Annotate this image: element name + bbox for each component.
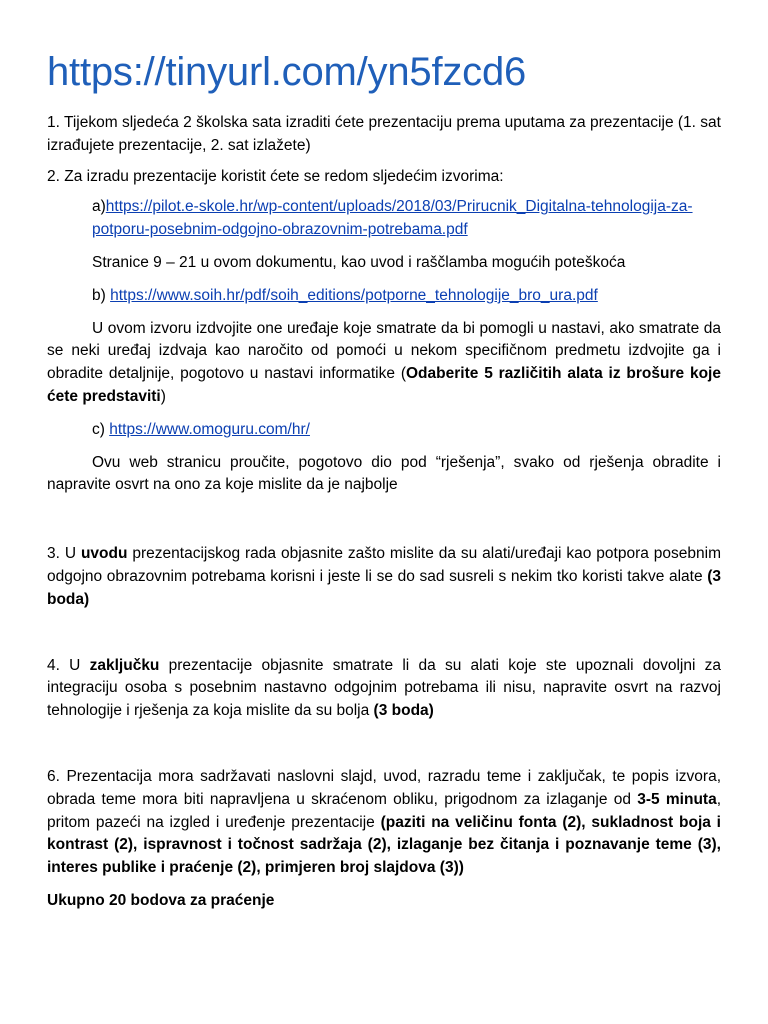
item-6-text-a: 6. Prezentacija mora sadržavati naslovni slajd, uvod, razradu teme i zaključak, te popis izvora, obrada teme mora biti napravljena u skraćenom obliku, prigodnom za izlaganje od [47, 767, 721, 808]
source-c-link[interactable]: https://www.omoguru.com/hr/ [109, 420, 310, 438]
source-a-link[interactable]: https://pilot.e-skole.hr/wp-content/uploads/2018/03/Prirucnik_Digitalna-tehnologija-za-potporu-posebnim-odgojno-obrazovnim-potrebama.pdf [92, 198, 693, 239]
item-3-points: (3 boda) [47, 567, 721, 608]
item-4-bold-zakljucku: zaključku [89, 656, 160, 674]
item-3-text-b: prezentacijskog rada objasnite zašto mislite da su alati/uređaji kao potpora posebnim odgojno obrazovnim potrebama korisni i jeste li se do sad susreli s nekim tko koristi takve alate [47, 545, 721, 585]
item-3 [47, 543, 721, 611]
total-points-text: Ukupno 20 bodova za praćenje [47, 891, 275, 909]
document-page [47, 0, 721, 913]
source-b-note-close: ) [160, 387, 166, 405]
source-c-note: Ovu web stranicu proučite, pogotovo dio pod “rješenja”, svako od rješenja obradite i napravite osvrt na ono za koje mislite da je najbolje [47, 453, 721, 494]
total-points [47, 890, 721, 913]
item-6-text-b: , pritom pazeći na izgled i uređenje prezentacije [47, 790, 722, 831]
item-1: 1. Tijekom sljedeća 2 školska sata izraditi ćete prezentaciju prema uputama za prezentacije (1. sat izrađujete prezentacije, 2. sat izlažete) [47, 114, 721, 154]
source-b [47, 285, 721, 308]
item-4-points: (3 boda) [373, 702, 434, 720]
source-b-link[interactable]: https://www.soih.hr/pdf/soih_editions/potporne_tehnologije_bro_ura.pdf [110, 286, 598, 304]
source-b-note-bold: Odaberite 5 različitih alata iz brošure koje ćete predstaviti [47, 365, 721, 405]
item-4 [47, 655, 721, 723]
item-4-text-a: 4. U [47, 656, 90, 674]
source-b-note-text: U ovom izvoru izdvojite one uređaje koje smatrate da bi pomogli u nastavi, ako smatrate da se neki uređaj izdvaja kao naročito od pomoći u nekom specifičnom predmetu izdvojite ga i obradite detaljnije, pogotovo u nastavi informatike ( [47, 319, 721, 383]
source-b-prefix: b) [92, 286, 111, 304]
source-a-prefix: a) [92, 198, 106, 216]
item-6-duration: 3-5 minuta [637, 790, 717, 808]
item-6-criteria: (paziti na veličinu fonta (2), sukladnost boja i kontrast (2), ispravnost i točnost sadržaja (2), izlaganje bez čitanja i poznavanje teme (3), interes publike i praćenje (2), primjeren broj slajdova (3)) [47, 813, 721, 877]
item-3-text-a: 3. U [47, 545, 81, 563]
source-c-prefix: c) [92, 420, 110, 438]
title-url-link[interactable]: https://tinyurl.com/yn5fzcd6 [47, 50, 527, 94]
item-4-text-b: prezentacije objasnite smatrate li da su alati koje ste upoznali dovoljni za integraciju osoba s posebnim nastavno odgojnim potrebama ili nisu, napravite osvrt na razvoj tehnologije i rješenja za koja mislite da su bolja [47, 656, 722, 720]
source-a [47, 196, 721, 242]
source-c [47, 419, 721, 442]
item-3-bold-uvodu: uvodu [80, 545, 128, 563]
item-6 [47, 766, 721, 880]
source-a-note: Stranice 9 – 21 u ovom dokumentu, kao uvod i raščlamba mogućih poteškoća [92, 253, 626, 271]
source-b-note [47, 318, 721, 409]
item-2: 2. Za izradu prezentacije koristit ćete se redom sljedećim izvorima: [47, 167, 504, 185]
